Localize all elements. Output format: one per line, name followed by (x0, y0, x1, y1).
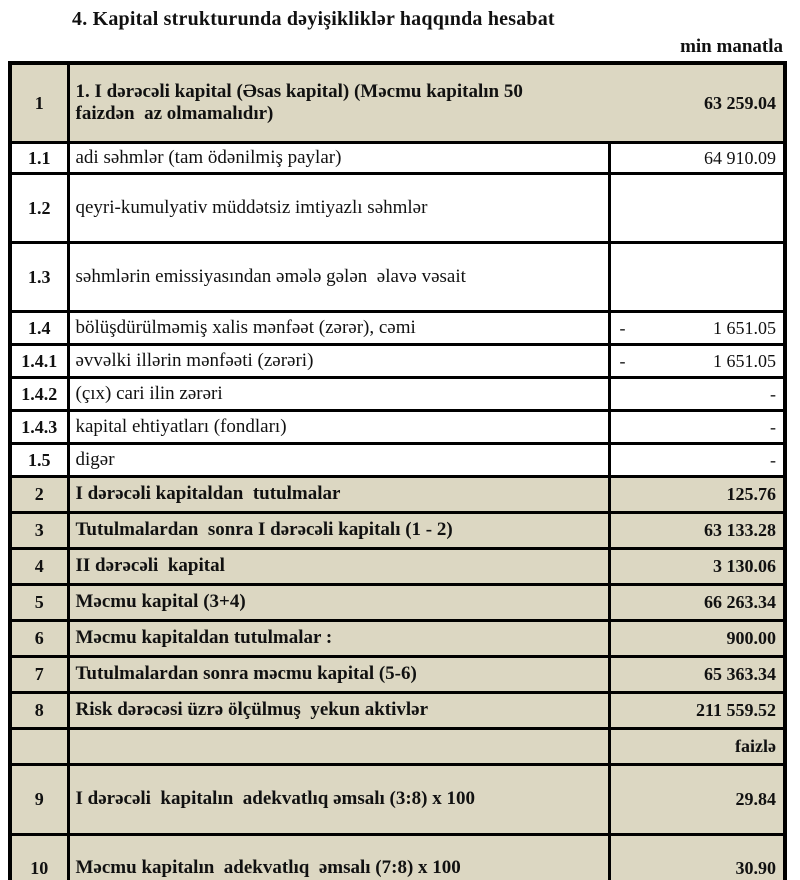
row-label-cell: Məcmu kapitaldan tutulmalar : (68, 621, 609, 657)
value-text: 29.84 (735, 789, 776, 809)
row-label-cell: Məcmu kapitalın adekvatlıq əmsalı (7:8) x 100 (68, 835, 609, 880)
minus-sign: - (619, 317, 626, 338)
value-text: 211 559.52 (695, 700, 776, 720)
value-text: 65 363.34 (704, 664, 776, 684)
value-text: - (770, 449, 776, 470)
row-label-cell: Risk dərəcəsi üzrə ölçülmuş yekun aktivlər (68, 693, 609, 729)
row-value-cell (609, 765, 785, 835)
page-title: 4. Kapital strukturunda dəyişikliklər haqqında hesabat (72, 8, 555, 30)
row-label-cell: əvvəlki illərin mənfəəti (zərəri) (68, 345, 609, 378)
row-value-cell (609, 693, 785, 729)
table-row (10, 63, 785, 143)
table-row (10, 174, 785, 243)
value-text: - (770, 383, 776, 404)
row-number-cell: 1.3 (10, 243, 68, 312)
table-row (10, 835, 785, 880)
row-value-cell (609, 585, 785, 621)
value-text: 64 910.09 (704, 147, 776, 168)
table-row (10, 345, 785, 378)
row-number-cell: 5 (10, 585, 68, 621)
value-text: 63 133.28 (704, 520, 776, 540)
row-label-cell: qeyri-kumulyativ müddətsiz imtiyazlı səhmlər (68, 174, 609, 243)
row-number-cell: 1.4.2 (10, 378, 68, 411)
minus-sign: - (619, 350, 626, 371)
row-number-cell: 9 (10, 765, 68, 835)
row-value-cell (609, 729, 785, 765)
row-value-cell (609, 312, 785, 345)
value-text: 1 651.05 (713, 317, 776, 338)
row-number-cell: 6 (10, 621, 68, 657)
row-number-cell: 7 (10, 657, 68, 693)
row-number-cell: 1.2 (10, 174, 68, 243)
row-label-cell: səhmlərin emissiyasından əmələ gələn əlavə vəsait (68, 243, 609, 312)
row-number-cell: 1.5 (10, 444, 68, 477)
value-text: 63 259.04 (704, 92, 776, 113)
row-number-cell (10, 729, 68, 765)
value-text: 66 263.34 (704, 592, 776, 612)
row-number-cell: 10 (10, 835, 68, 880)
row-label-cell: Məcmu kapital (3+4) (68, 585, 609, 621)
table-row (10, 477, 785, 513)
row-value-cell (609, 444, 785, 477)
row-value-cell (609, 243, 785, 312)
row-value-cell (609, 378, 785, 411)
row-value-cell (609, 549, 785, 585)
row-label-cell: II dərəcəli kapital (68, 549, 609, 585)
value-text: 3 130.06 (713, 556, 776, 576)
row-number-cell: 4 (10, 549, 68, 585)
row-value-cell (609, 621, 785, 657)
row-label-cell: digər (68, 444, 609, 477)
row-value-cell (609, 513, 785, 549)
row-label-cell: adi səhmlər (tam ödənilmiş paylar) (68, 143, 609, 174)
row-value-cell (609, 63, 785, 143)
row-value-cell (609, 835, 785, 880)
value-text: 30.90 (735, 858, 776, 878)
table-row (10, 312, 785, 345)
row-label-cell: I dərəcəli kapitalın adekvatlıq əmsalı (3:8) x 100 (68, 765, 609, 835)
value-text: 125.76 (726, 484, 776, 504)
table-row (10, 243, 785, 312)
row-label-cell: bölüşdürülməmiş xalis mənfəət (zərər), cəmi (68, 312, 609, 345)
row-number-cell: 2 (10, 477, 68, 513)
row-number-cell: 1.4 (10, 312, 68, 345)
row-label-cell: 1. I dərəcəli kapital (Əsas kapital) (Məcmu kapitalın 50 faizdən az olmamalıdır) (68, 63, 609, 143)
row-value-cell (609, 174, 785, 243)
table-row (10, 143, 785, 174)
row-label-cell: kapital ehtiyatları (fondları) (68, 411, 609, 444)
row-value-cell (609, 345, 785, 378)
table-row (10, 585, 785, 621)
capital-structure-table (8, 61, 787, 880)
row-label-cell: Tutulmalardan sonra məcmu kapital (5-6) (68, 657, 609, 693)
table-row (10, 444, 785, 477)
table-row (10, 693, 785, 729)
table-row (10, 411, 785, 444)
table-row (10, 549, 785, 585)
row-label-cell: (çıx) cari ilin zərəri (68, 378, 609, 411)
row-label-cell (68, 729, 609, 765)
table-row (10, 729, 785, 765)
value-text: 900.00 (726, 628, 776, 648)
row-number-cell: 8 (10, 693, 68, 729)
row-number-cell: 1.1 (10, 143, 68, 174)
table-row (10, 621, 785, 657)
value-text: - (770, 416, 776, 437)
table-row (10, 765, 785, 835)
row-value-cell (609, 477, 785, 513)
row-number-cell: 3 (10, 513, 68, 549)
row-value-cell (609, 143, 785, 174)
row-number-cell: 1.4.3 (10, 411, 68, 444)
value-text: faizlə (735, 736, 776, 756)
row-number-cell: 1 (10, 63, 68, 143)
row-label-cell: Tutulmalardan sonra I dərəcəli kapitalı (1 - 2) (68, 513, 609, 549)
row-label-cell: I dərəcəli kapitaldan tutulmalar (68, 477, 609, 513)
row-number-cell: 1.4.1 (10, 345, 68, 378)
table-row (10, 657, 785, 693)
row-value-cell (609, 411, 785, 444)
unit-note: min manatla (680, 36, 783, 57)
table-row (10, 378, 785, 411)
value-text: 1 651.05 (713, 350, 776, 371)
table-row (10, 513, 785, 549)
row-value-cell (609, 657, 785, 693)
